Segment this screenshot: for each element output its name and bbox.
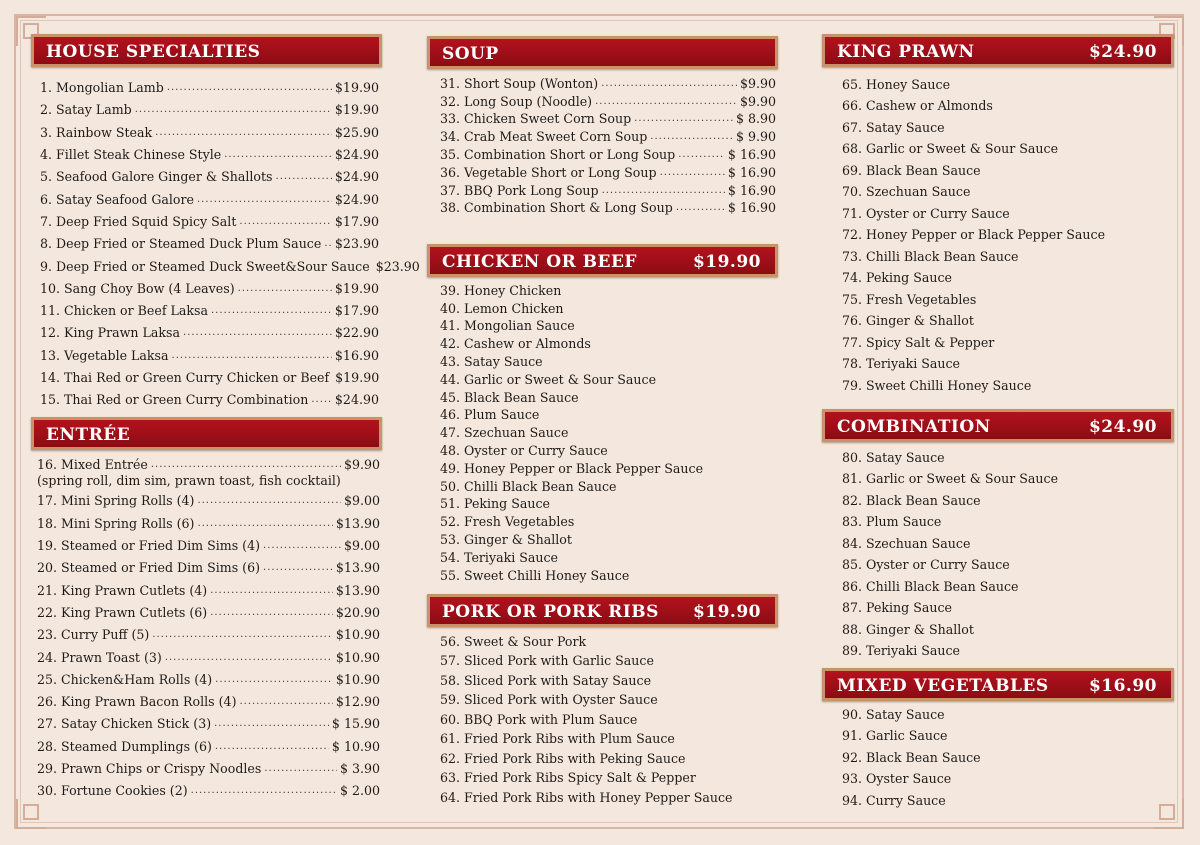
section-title: CHICKEN OR BEEF — [442, 252, 637, 272]
item-name: 56. Sweet & Sour Pork — [440, 633, 587, 649]
menu-item — [440, 460, 776, 478]
leader-dots — [214, 718, 329, 730]
item-name: 9. Deep Fried or Steamed Duck Sweet&Sour Sauce — [40, 258, 370, 274]
leader-dots — [602, 185, 725, 197]
menu-item — [842, 246, 1172, 268]
item-name: 73. Chilli Black Bean Sauce — [842, 248, 1019, 264]
menu-item — [40, 345, 379, 367]
menu-item — [440, 496, 776, 514]
item-name: 85. Oyster or Curry Sauce — [842, 557, 1010, 573]
item-name: 83. Plum Sauce — [842, 514, 942, 530]
menu-item — [842, 533, 1172, 555]
leader-dots — [210, 585, 333, 597]
item-price: $10.90 — [335, 671, 380, 687]
item-price: $9.00 — [343, 493, 380, 509]
menu-item — [440, 353, 776, 371]
chicken-beef-banner — [427, 244, 778, 277]
item-price: $13.90 — [335, 582, 380, 598]
item-name: 6. Satay Seafood Galore — [40, 191, 194, 207]
menu-item — [842, 469, 1172, 491]
king-prawn-list — [842, 74, 1172, 397]
item-name: 93. Oyster Sauce — [842, 771, 952, 787]
combination-list — [842, 447, 1172, 662]
menu-item — [842, 160, 1172, 182]
item-name: 22. King Prawn Cutlets (6) — [37, 604, 208, 620]
soup-banner — [427, 36, 778, 69]
menu-item — [440, 93, 776, 111]
menu-item — [842, 203, 1172, 225]
item-name: 62. Fried Pork Ribs with Peking Sauce — [440, 750, 686, 766]
item-name: 5. Seafood Galore Ginger & Shallots — [40, 169, 273, 185]
leader-dots — [238, 283, 332, 295]
leader-dots — [239, 216, 332, 228]
menu-item — [37, 602, 380, 624]
item-name: 26. King Prawn Bacon Rolls (4) — [37, 694, 237, 710]
leader-dots — [601, 78, 737, 90]
item-price: $23.90 — [375, 258, 420, 274]
item-price: $ 15.90 — [331, 716, 380, 732]
leader-dots — [650, 131, 733, 143]
menu-item — [842, 332, 1172, 354]
item-name: 80. Satay Sauce — [842, 449, 945, 465]
item-name: 4. Fillet Steak Chinese Style — [40, 147, 222, 163]
section-price: $19.90 — [692, 602, 761, 622]
item-name: 30. Fortune Cookies (2) — [37, 783, 188, 799]
menu-item — [440, 164, 776, 182]
item-name: 41. Mongolian Sauce — [440, 318, 575, 334]
leader-dots — [135, 104, 332, 116]
menu-item — [440, 318, 776, 336]
menu-item — [842, 619, 1172, 641]
item-name: 21. King Prawn Cutlets (4) — [37, 582, 208, 598]
house-specialties-banner — [31, 34, 382, 67]
item-name: 90. Satay Sauce — [842, 706, 945, 722]
menu-item — [440, 788, 776, 808]
menu-item — [37, 557, 380, 579]
item-name: 59. Sliced Pork with Oyster Sauce — [440, 692, 658, 708]
item-name: 1. Mongolian Lamb — [40, 80, 164, 96]
menu-item — [440, 371, 776, 389]
item-price: $24.90 — [334, 191, 379, 207]
item-price: $16.90 — [334, 347, 379, 363]
item-name: 69. Black Bean Sauce — [842, 162, 981, 178]
section-title: ENTRÉE — [46, 425, 131, 445]
menu-item — [440, 549, 776, 567]
menu-item — [440, 567, 776, 585]
menu-item — [37, 736, 380, 758]
menu-item — [37, 691, 380, 713]
section-title: HOUSE SPECIALTIES — [46, 42, 261, 62]
item-name: 86. Chilli Black Bean Sauce — [842, 578, 1019, 594]
item-price: $10.90 — [335, 649, 380, 665]
item-name: 94. Curry Sauce — [842, 792, 946, 808]
item-name: 35. Combination Short or Long Soup — [440, 147, 676, 163]
soup-list — [440, 75, 776, 217]
item-price: $9.90 — [739, 75, 776, 91]
menu-item — [37, 646, 380, 668]
item-price: $13.90 — [335, 560, 380, 576]
item-name: 75. Fresh Vegetables — [842, 291, 977, 307]
item-name: 76. Ginger & Shallot — [842, 313, 974, 329]
item-name: 28. Steamed Dumplings (6) — [37, 738, 212, 754]
item-name: 39. Honey Chicken — [440, 282, 562, 298]
item-name: 44. Garlic or Sweet & Sour Sauce — [440, 371, 657, 387]
item-name: 82. Black Bean Sauce — [842, 492, 981, 508]
item-name: 27. Satay Chicken Stick (3) — [37, 716, 212, 732]
house-specialties-list — [40, 77, 420, 411]
menu-item — [37, 490, 380, 512]
item-name: 8. Deep Fried or Steamed Duck Plum Sauce — [40, 236, 322, 252]
item-name: 24. Prawn Toast (3) — [37, 649, 162, 665]
item-price: $19.90 — [334, 80, 379, 96]
leader-dots — [264, 763, 337, 775]
leader-dots — [152, 629, 333, 641]
item-name: 40. Lemon Chicken — [440, 300, 564, 316]
menu-item — [37, 758, 380, 780]
menu-item — [40, 188, 379, 210]
item-name: 67. Satay Sauce — [842, 119, 945, 135]
item-name: 84. Szechuan Sauce — [842, 535, 971, 551]
chicken-beef-list — [440, 282, 776, 585]
menu-item — [842, 96, 1172, 118]
item-name: 3. Rainbow Steak — [40, 124, 153, 140]
corner-ornament — [16, 799, 46, 829]
leader-dots — [183, 327, 332, 339]
menu-item — [440, 671, 776, 691]
menu-item — [37, 579, 380, 601]
leader-dots — [676, 202, 725, 214]
leader-dots — [155, 127, 332, 139]
leader-dots — [210, 607, 333, 619]
item-name: 43. Satay Sauce — [440, 354, 543, 370]
leader-dots — [197, 495, 341, 507]
menu-item — [842, 576, 1172, 598]
menu-item — [440, 730, 776, 750]
item-name: 45. Black Bean Sauce — [440, 389, 579, 405]
item-name: 66. Cashew or Almonds — [842, 98, 993, 114]
item-name: 65. Honey Sauce — [842, 76, 951, 92]
menu-item — [842, 490, 1172, 512]
menu-item — [440, 335, 776, 353]
section-price: $24.90 — [1088, 42, 1157, 62]
item-name: 20. Steamed or Fried Dim Sims (6) — [37, 560, 261, 576]
menu-item — [40, 211, 379, 233]
item-price: $20.90 — [335, 604, 380, 620]
combination-banner — [822, 409, 1174, 442]
item-description: (spring roll, dim sim, prawn toast, fish cocktail) — [37, 473, 341, 489]
menu-item — [440, 749, 776, 769]
menu-item — [440, 769, 776, 789]
item-name: 7. Deep Fried Squid Spicy Salt — [40, 213, 237, 229]
item-price: $9.90 — [739, 93, 776, 109]
leader-dots — [595, 96, 737, 108]
leader-dots — [276, 171, 332, 183]
item-name: 58. Sliced Pork with Satay Sauce — [440, 672, 652, 688]
item-price: $ 16.90 — [727, 147, 776, 163]
menu-item — [40, 144, 379, 166]
menu-item — [37, 780, 380, 802]
item-name: 91. Garlic Sauce — [842, 728, 948, 744]
item-price: $19.90 — [335, 370, 380, 385]
menu-item — [440, 146, 776, 164]
item-price: $22.90 — [334, 325, 379, 341]
menu-item — [842, 268, 1172, 290]
menu-item — [440, 710, 776, 730]
item-price: $ 16.90 — [727, 182, 776, 198]
item-name: 71. Oyster or Curry Sauce — [842, 205, 1010, 221]
menu-item — [440, 200, 776, 218]
leader-dots — [165, 652, 333, 664]
menu-item — [842, 726, 1172, 748]
menu-item — [40, 233, 379, 255]
leader-dots — [324, 238, 332, 250]
item-name: 50. Chilli Black Bean Sauce — [440, 478, 617, 494]
item-name: 12. King Prawn Laksa — [40, 325, 181, 341]
menu-item — [37, 669, 380, 691]
menu-item — [440, 424, 776, 442]
menu-item — [40, 166, 379, 188]
item-price: $ 8.90 — [735, 111, 776, 127]
menu-item — [842, 289, 1172, 311]
item-name: 25. Chicken&Ham Rolls (4) — [37, 671, 213, 687]
menu-item — [440, 75, 776, 93]
item-name: 53. Ginger & Shallot — [440, 532, 572, 548]
item-name: 55. Sweet Chilli Honey Sauce — [440, 567, 630, 583]
item-name: 61. Fried Pork Ribs with Plum Sauce — [440, 731, 675, 747]
menu-item — [842, 704, 1172, 726]
item-name: 54. Teriyaki Sauce — [440, 549, 558, 565]
section-title: MIXED VEGETABLES — [837, 676, 1049, 696]
menu-item — [842, 117, 1172, 139]
item-price: $9.00 — [343, 538, 380, 554]
item-price: $12.90 — [335, 694, 380, 710]
item-name: 23. Curry Puff (5) — [37, 627, 150, 643]
menu-item — [40, 278, 379, 300]
item-price: $ 10.90 — [331, 738, 380, 754]
item-name: 15. Thai Red or Green Curry Combination — [40, 392, 309, 408]
leader-dots — [215, 674, 333, 686]
item-name: 10. Sang Choy Bow (4 Leaves) — [40, 280, 235, 296]
mixed-vegetables-list — [842, 704, 1172, 812]
item-price: $ 2.00 — [339, 783, 380, 799]
menu-item — [440, 652, 776, 672]
menu-item — [842, 598, 1172, 620]
item-price: $23.90 — [334, 236, 379, 252]
item-price: $9.90 — [343, 457, 380, 473]
item-note — [37, 472, 380, 490]
menu-item — [440, 111, 776, 129]
item-price: $17.90 — [334, 303, 379, 319]
item-name: 11. Chicken or Beef Laksa — [40, 303, 208, 319]
item-price: $ 16.90 — [727, 164, 776, 180]
leader-dots — [634, 113, 733, 125]
menu-item — [440, 300, 776, 318]
menu-item — [37, 535, 380, 557]
item-name: 14. Thai Red or Green Curry Chicken or Beef — [40, 370, 330, 385]
item-name: 49. Honey Pepper or Black Pepper Sauce — [440, 460, 704, 476]
item-name: 77. Spicy Salt & Pepper — [842, 334, 995, 350]
item-name: 81. Garlic or Sweet & Sour Sauce — [842, 471, 1059, 487]
item-price: $13.90 — [335, 515, 380, 531]
menu-item — [40, 300, 379, 322]
item-name: 52. Fresh Vegetables — [440, 514, 575, 530]
item-price: $17.90 — [334, 213, 379, 229]
mixed-vegetables-banner — [822, 668, 1174, 701]
menu-item — [842, 225, 1172, 247]
menu-item — [40, 389, 379, 411]
item-price: $19.90 — [334, 280, 379, 296]
item-name: 78. Teriyaki Sauce — [842, 356, 960, 372]
menu-item — [842, 74, 1172, 96]
item-price: $ 3.90 — [339, 761, 380, 776]
item-name: 57. Sliced Pork with Garlic Sauce — [440, 653, 654, 669]
menu-item — [842, 182, 1172, 204]
menu-item — [440, 531, 776, 549]
leader-dots — [263, 540, 341, 552]
entree-banner — [31, 417, 382, 450]
menu-item — [37, 513, 380, 535]
item-name: 60. BBQ Pork with Plum Sauce — [440, 711, 638, 727]
menu-item — [842, 447, 1172, 469]
pork-banner — [427, 594, 778, 627]
item-price: $10.90 — [335, 627, 380, 643]
item-name: 87. Peking Sauce — [842, 600, 952, 616]
item-price: $24.90 — [334, 392, 379, 408]
menu-item — [440, 389, 776, 407]
menu-item — [842, 641, 1172, 663]
leader-dots — [191, 785, 337, 797]
menu-item — [842, 769, 1172, 791]
item-price: $19.90 — [334, 102, 379, 118]
menu-item — [842, 375, 1172, 397]
item-name: 37. BBQ Pork Long Soup — [440, 182, 599, 198]
item-name: 42. Cashew or Almonds — [440, 336, 591, 352]
menu-item — [440, 282, 776, 300]
item-name: 38. Combination Short & Long Soup — [440, 200, 673, 216]
item-name: 2. Satay Lamb — [40, 102, 132, 118]
menu-item — [40, 77, 379, 99]
leader-dots — [151, 459, 341, 471]
item-name: 31. Short Soup (Wonton) — [440, 75, 599, 91]
menu-item — [440, 182, 776, 200]
item-name: 18. Mini Spring Rolls (6) — [37, 515, 195, 531]
leader-dots — [167, 82, 332, 94]
leader-dots — [197, 194, 332, 206]
menu-item — [40, 322, 379, 344]
section-price: $16.90 — [1088, 676, 1157, 696]
item-name: 51. Peking Sauce — [440, 496, 550, 512]
item-name: 74. Peking Sauce — [842, 270, 952, 286]
menu-item — [440, 407, 776, 425]
menu-item — [842, 555, 1172, 577]
leader-dots — [263, 562, 333, 574]
item-name: 88. Ginger & Shallot — [842, 621, 974, 637]
item-price: $25.90 — [334, 124, 379, 140]
item-price: $ 9.90 — [735, 129, 776, 145]
menu-item — [37, 713, 380, 735]
item-name: 70. Szechuan Sauce — [842, 184, 971, 200]
menu-item — [440, 478, 776, 496]
menu-item — [40, 367, 379, 389]
item-price: $24.90 — [334, 147, 379, 163]
item-name: 92. Black Bean Sauce — [842, 749, 981, 765]
pork-list — [440, 632, 776, 808]
leader-dots — [172, 350, 332, 362]
item-name: 47. Szechuan Sauce — [440, 425, 569, 441]
item-price: $ 16.90 — [727, 200, 776, 216]
item-name: 13. Vegetable Laksa — [40, 347, 169, 363]
section-title: PORK OR PORK RIBS — [442, 602, 659, 622]
item-name: 46. Plum Sauce — [440, 407, 540, 423]
section-price: $19.90 — [692, 252, 761, 272]
menu-item — [440, 691, 776, 711]
leader-dots — [211, 305, 332, 317]
leader-dots — [239, 696, 332, 708]
item-name: 17. Mini Spring Rolls (4) — [37, 493, 195, 509]
item-name: 19. Steamed or Fried Dim Sims (4) — [37, 538, 261, 554]
king-prawn-banner — [822, 34, 1174, 67]
item-name: 32. Long Soup (Noodle) — [440, 93, 593, 109]
menu-item — [842, 354, 1172, 376]
menu-item — [440, 128, 776, 146]
section-title: COMBINATION — [837, 417, 991, 437]
item-name: 72. Honey Pepper or Black Pepper Sauce — [842, 227, 1106, 243]
item-name: 79. Sweet Chilli Honey Sauce — [842, 377, 1032, 393]
menu-item — [842, 311, 1172, 333]
item-name: 33. Chicken Sweet Corn Soup — [440, 111, 632, 127]
menu-item — [40, 122, 379, 144]
leader-dots — [197, 518, 332, 530]
menu-item — [40, 255, 420, 277]
entree-list — [37, 454, 380, 802]
item-name: 68. Garlic or Sweet & Sour Sauce — [842, 141, 1059, 157]
section-title: SOUP — [442, 44, 499, 64]
menu-item — [440, 442, 776, 460]
menu-item — [40, 99, 379, 121]
leader-dots — [215, 741, 329, 753]
item-name: 89. Teriyaki Sauce — [842, 643, 960, 659]
leader-dots — [311, 394, 332, 406]
item-name: 16. Mixed Entrée — [37, 457, 148, 473]
leader-dots — [678, 149, 725, 161]
item-name: 64. Fried Pork Ribs with Honey Pepper Sauce — [440, 789, 733, 805]
section-title: KING PRAWN — [837, 42, 975, 62]
menu-item — [842, 747, 1172, 769]
item-name: 48. Oyster or Curry Sauce — [440, 443, 608, 459]
menu-item — [37, 624, 380, 646]
leader-dots — [224, 149, 332, 161]
menu-item — [842, 139, 1172, 161]
menu-item — [842, 512, 1172, 534]
item-name: 29. Prawn Chips or Crispy Noodles — [37, 761, 262, 776]
item-price: $24.90 — [334, 169, 379, 185]
item-name: 63. Fried Pork Ribs Spicy Salt & Pepper — [440, 770, 696, 786]
menu-item — [440, 513, 776, 531]
menu-item — [440, 632, 776, 652]
menu-item — [842, 790, 1172, 812]
item-name: 36. Vegetable Short or Long Soup — [440, 164, 657, 180]
item-name: 34. Crab Meat Sweet Corn Soup — [440, 129, 648, 145]
leader-dots — [660, 167, 725, 179]
section-price: $24.90 — [1088, 417, 1157, 437]
